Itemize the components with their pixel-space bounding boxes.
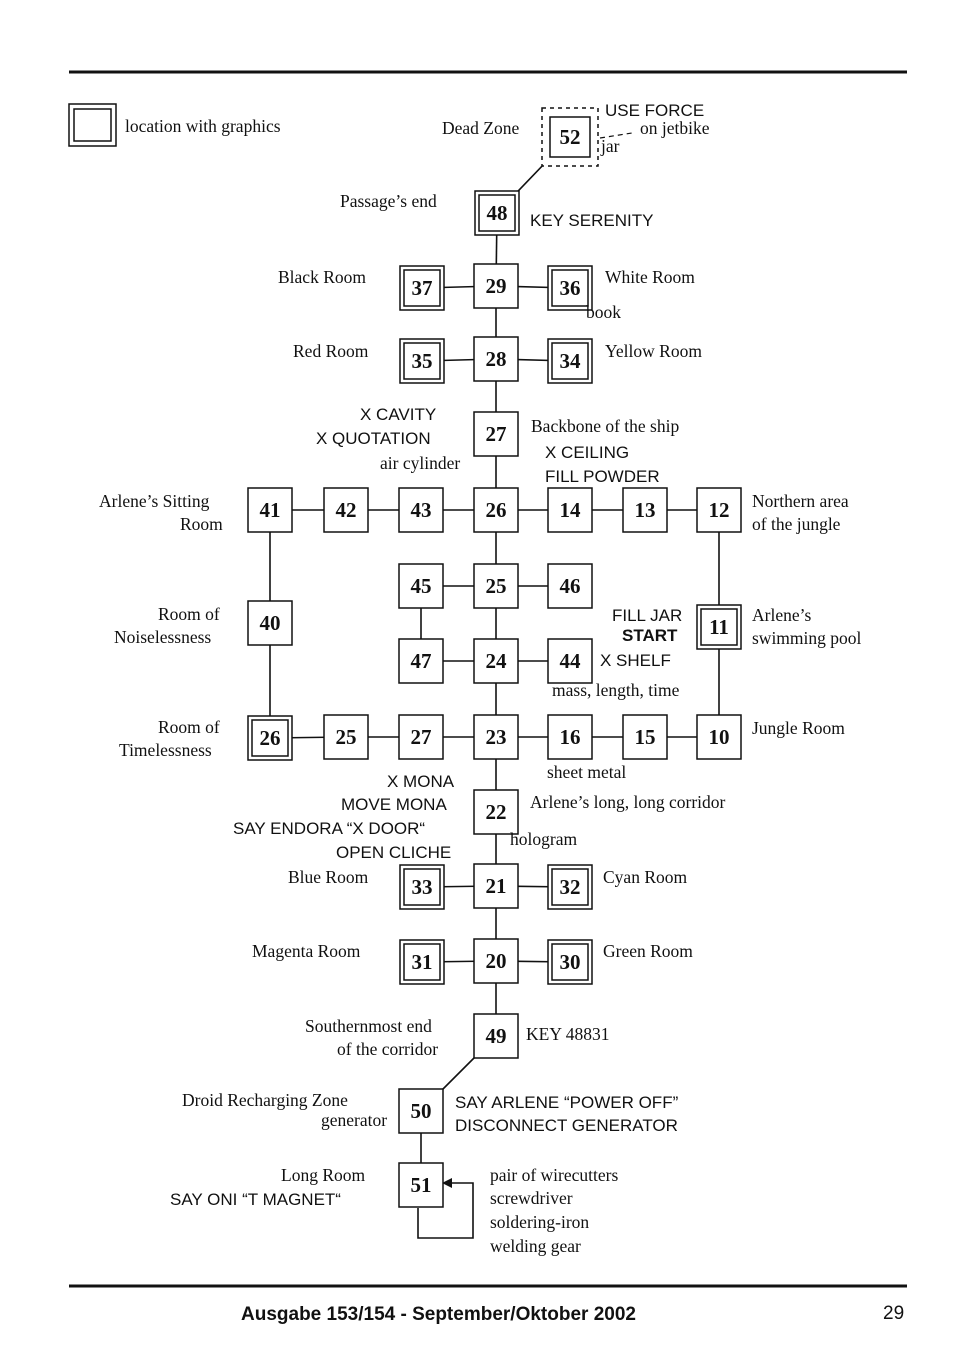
room-number: 16: [559, 725, 581, 749]
room-n24: [474, 639, 518, 683]
room-number: 29: [485, 274, 507, 298]
room-number: 21: [485, 874, 507, 898]
room-number: 47: [410, 649, 432, 673]
label-droid-zone: Droid Recharging Zone: [182, 1090, 348, 1110]
room-n48: [475, 191, 519, 235]
label-soldering: soldering-iron: [490, 1212, 590, 1232]
room-number: 48: [486, 201, 508, 225]
label-key-48831: KEY 48831: [526, 1024, 610, 1044]
room-number: 12: [708, 498, 730, 522]
room-n35: [400, 339, 444, 383]
room-number: 40: [259, 611, 281, 635]
label-noiselessness-2: Noiselessness: [114, 627, 212, 647]
label-long-corridor: Arlene’s long, long corridor: [530, 792, 726, 812]
label-cyan-room: Cyan Room: [603, 867, 688, 887]
room-number: 28: [485, 347, 507, 371]
room-n42: [324, 488, 368, 532]
room-n22: [474, 790, 518, 834]
room-number: 10: [708, 725, 730, 749]
label-x-shelf: X SHELF: [600, 651, 671, 670]
room-number: 30: [559, 950, 581, 974]
legend-label: location with graphics: [125, 116, 281, 136]
label-book: book: [586, 302, 621, 322]
room-number: 33: [411, 875, 433, 899]
room-n41: [248, 488, 292, 532]
room-number: 26: [259, 726, 281, 750]
label-swimming-1: Arlene’s: [752, 605, 812, 625]
label-yellow-room: Yellow Room: [605, 341, 702, 361]
label-mass-length-time: mass, length, time: [552, 680, 680, 700]
room-n33: [400, 865, 444, 909]
room-n12: [697, 488, 741, 532]
room-n52: [542, 108, 598, 166]
label-x-cavity: X CAVITY: [360, 405, 437, 424]
room-n46: [548, 564, 592, 608]
room-n37: [400, 266, 444, 310]
room-n26a: [474, 488, 518, 532]
room-number: 24: [485, 649, 507, 673]
label-red-room: Red Room: [293, 341, 369, 361]
legend: [69, 104, 281, 146]
label-x-ceiling: X CEILING: [545, 443, 630, 462]
label-timelessness-1: Room of: [158, 717, 220, 737]
label-southern-2: of the corridor: [337, 1039, 439, 1059]
room-number: 22: [485, 800, 507, 824]
room-n28: [474, 337, 518, 381]
room-number: 26: [485, 498, 507, 522]
room-number: 27: [485, 422, 507, 446]
room-number: 42: [335, 498, 357, 522]
room-number: 15: [634, 725, 656, 749]
label-dead-zone: Dead Zone: [442, 118, 520, 138]
room-n45: [399, 564, 443, 608]
room-number: 50: [410, 1099, 432, 1123]
room-number: 46: [559, 574, 581, 598]
room-n13: [623, 488, 667, 532]
room-n16: [548, 715, 592, 759]
label-generator: generator: [321, 1110, 388, 1130]
room-n10: [697, 715, 741, 759]
room-number: 32: [559, 875, 581, 899]
room-number: 13: [634, 498, 656, 522]
label-air-cylinder: air cylinder: [380, 453, 461, 473]
room-number: 31: [411, 950, 433, 974]
room-number: 51: [410, 1173, 432, 1197]
room-n51: [399, 1163, 443, 1207]
room-number: 25: [485, 574, 507, 598]
label-on-jetbike: on jetbike: [640, 118, 710, 138]
room-number: 23: [485, 725, 507, 749]
room-n26b: [248, 716, 292, 760]
label-white-room: White Room: [605, 267, 695, 287]
label-open-cliche: OPEN CLICHE: [336, 843, 452, 862]
room-n32: [548, 865, 592, 909]
label-start: START: [622, 626, 678, 645]
label-arlenes-sitting-2: Room: [180, 514, 223, 534]
label-move-mona: MOVE MONA: [341, 795, 447, 814]
room-number: 20: [485, 949, 507, 973]
room-number: 11: [709, 615, 729, 639]
room-number: 27: [410, 725, 432, 749]
label-x-quotation: X QUOTATION: [316, 429, 431, 448]
room-number: 45: [410, 574, 432, 598]
label-southern-1: Southernmost end: [305, 1016, 432, 1036]
label-jar: jar: [601, 136, 620, 156]
room-n21: [474, 864, 518, 908]
room-n30: [548, 940, 592, 984]
room-number: 43: [410, 498, 432, 522]
label-fill-powder: FILL POWDER: [545, 467, 660, 486]
room-n47: [399, 639, 443, 683]
label-x-mona: X MONA: [387, 772, 455, 791]
label-green-room: Green Room: [603, 941, 693, 961]
room-n31: [400, 940, 444, 984]
label-fill-jar: FILL JAR: [612, 606, 683, 625]
label-timelessness-2: Timelessness: [119, 740, 212, 760]
label-magenta-room: Magenta Room: [252, 941, 361, 961]
room-number: 36: [559, 276, 581, 300]
room-number: 35: [411, 349, 433, 373]
room-n49: [474, 1014, 518, 1058]
room-n27a: [474, 412, 518, 456]
label-northern-1: Northern area: [752, 491, 849, 511]
room-n25b: [324, 715, 368, 759]
label-passages-end: Passage’s end: [340, 191, 437, 211]
room-number: 41: [259, 498, 281, 522]
room-n20: [474, 939, 518, 983]
label-arlenes-sitting-1: Arlene’s Sitting: [99, 491, 210, 511]
label-wirecutters: pair of wirecutters: [490, 1165, 619, 1185]
label-backbone: Backbone of the ship: [531, 416, 680, 436]
label-say-oni: SAY ONI “T MAGNET“: [170, 1190, 341, 1209]
label-jungle-room: Jungle Room: [752, 718, 845, 738]
label-say-arlene: SAY ARLENE “POWER OFF”: [455, 1093, 679, 1112]
room-number: 52: [559, 125, 581, 149]
room-n15: [623, 715, 667, 759]
room-n23: [474, 715, 518, 759]
label-use-force: USE FORCE: [605, 101, 705, 120]
page-number: 29: [883, 1303, 905, 1324]
label-say-endora: SAY ENDORA “X DOOR“: [233, 819, 426, 838]
legend-box-outer: [69, 104, 116, 146]
room-number: 25: [335, 725, 357, 749]
label-northern-2: of the jungle: [752, 514, 841, 534]
label-hologram: hologram: [510, 829, 578, 849]
room-number: 37: [411, 276, 433, 300]
label-screwdriver: screwdriver: [490, 1188, 573, 1208]
label-blue-room: Blue Room: [288, 867, 369, 887]
label-welding: welding gear: [490, 1236, 581, 1256]
label-sheet-metal: sheet metal: [547, 762, 627, 782]
room-n43: [399, 488, 443, 532]
room-n25a: [474, 564, 518, 608]
label-disconnect: DISCONNECT GENERATOR: [455, 1116, 678, 1135]
label-noiselessness-1: Room of: [158, 604, 220, 624]
room-n44: [548, 639, 592, 683]
room-number: 49: [485, 1024, 507, 1048]
room-number: 34: [559, 349, 581, 373]
label-long-room: Long Room: [281, 1165, 366, 1185]
room-n11: [697, 605, 741, 649]
footer-issue: Ausgabe 153/154 - September/Oktober 2002: [241, 1304, 636, 1325]
room-n34: [548, 339, 592, 383]
room-n14: [548, 488, 592, 532]
room-n40: [248, 601, 292, 645]
room-number: 14: [559, 498, 581, 522]
label-swimming-2: swimming pool: [752, 628, 862, 648]
room-n50: [399, 1089, 443, 1133]
room-n27b: [399, 715, 443, 759]
label-key-serenity: KEY SERENITY: [530, 211, 654, 230]
room-number: 44: [559, 649, 581, 673]
label-black-room: Black Room: [278, 267, 366, 287]
room-n29: [474, 264, 518, 308]
